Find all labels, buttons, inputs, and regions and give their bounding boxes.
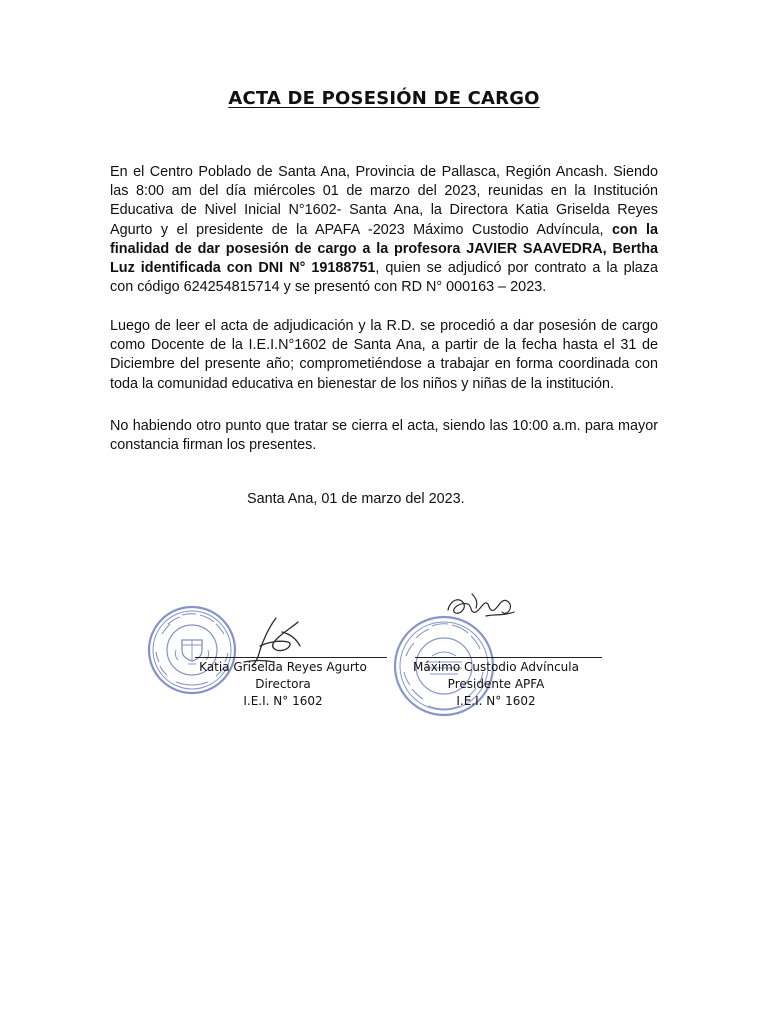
signer-block-right <box>398 659 594 710</box>
signer-institution: I.E.I. N° 1602 <box>243 694 323 708</box>
paragraph-3: No habiendo otro punto que tratar se cierra el acta, siendo las 10:00 a.m. para mayor constancia firman los presentes. <box>110 418 658 454</box>
signer-name: Katia Griselda Reyes Agurto <box>199 660 367 674</box>
paragraph-1-bold: con la finalidad de dar posesión de cargo a la profesora JAVIER SAAVEDRA, Bertha Luz identificada con DNI N° 19188751 <box>110 221 658 277</box>
signer-role: Presidente APFA <box>447 677 545 691</box>
paragraph-1-intro: En el Centro Poblado de Santa Ana, Provincia de Pallasca, Región Ancash. Siendo las 8:00 am del día miércoles 01 de marzo del 2023, reunidas en la Institución Educativa de Nivel Inicial N°1602- Santa Ana, la Directora Katia Griselda Reyes Agurto y el presidente de la APAFA -2023 Máximo Custodio Advíncula, <box>110 164 658 238</box>
signer-role: Directora <box>255 677 311 691</box>
signer-block-left <box>185 659 381 710</box>
paragraph-2: Luego de leer el acta de adjudicación y la R.D. se procedió a dar posesión de cargo como Docente de la I.E.I.N°1602 de Santa Ana, a partir de la fecha hasta el 31 de Diciembre del presente año; comprometiéndose a trabajar en forma coordinada con toda la comunidad educativa en bienestar de los niños y niñas de la institución. <box>110 318 658 392</box>
signature-line-right <box>415 657 602 658</box>
signature-line-left <box>195 657 387 658</box>
paragraph-1-outro: , quien se adjudicó por contrato a la plaza con código 624254815714 y se presentó con RD N° 000163 – 2023. <box>110 260 659 296</box>
paragraph-1 <box>110 163 658 297</box>
document-title: ACTA DE POSESIÓN DE CARGO <box>228 88 540 109</box>
signer-name: Máximo Custodio Advíncula <box>413 660 579 674</box>
signer-institution: I.E.I. N° 1602 <box>456 694 536 708</box>
place-date: Santa Ana, 01 de marzo del 2023. <box>247 491 465 507</box>
